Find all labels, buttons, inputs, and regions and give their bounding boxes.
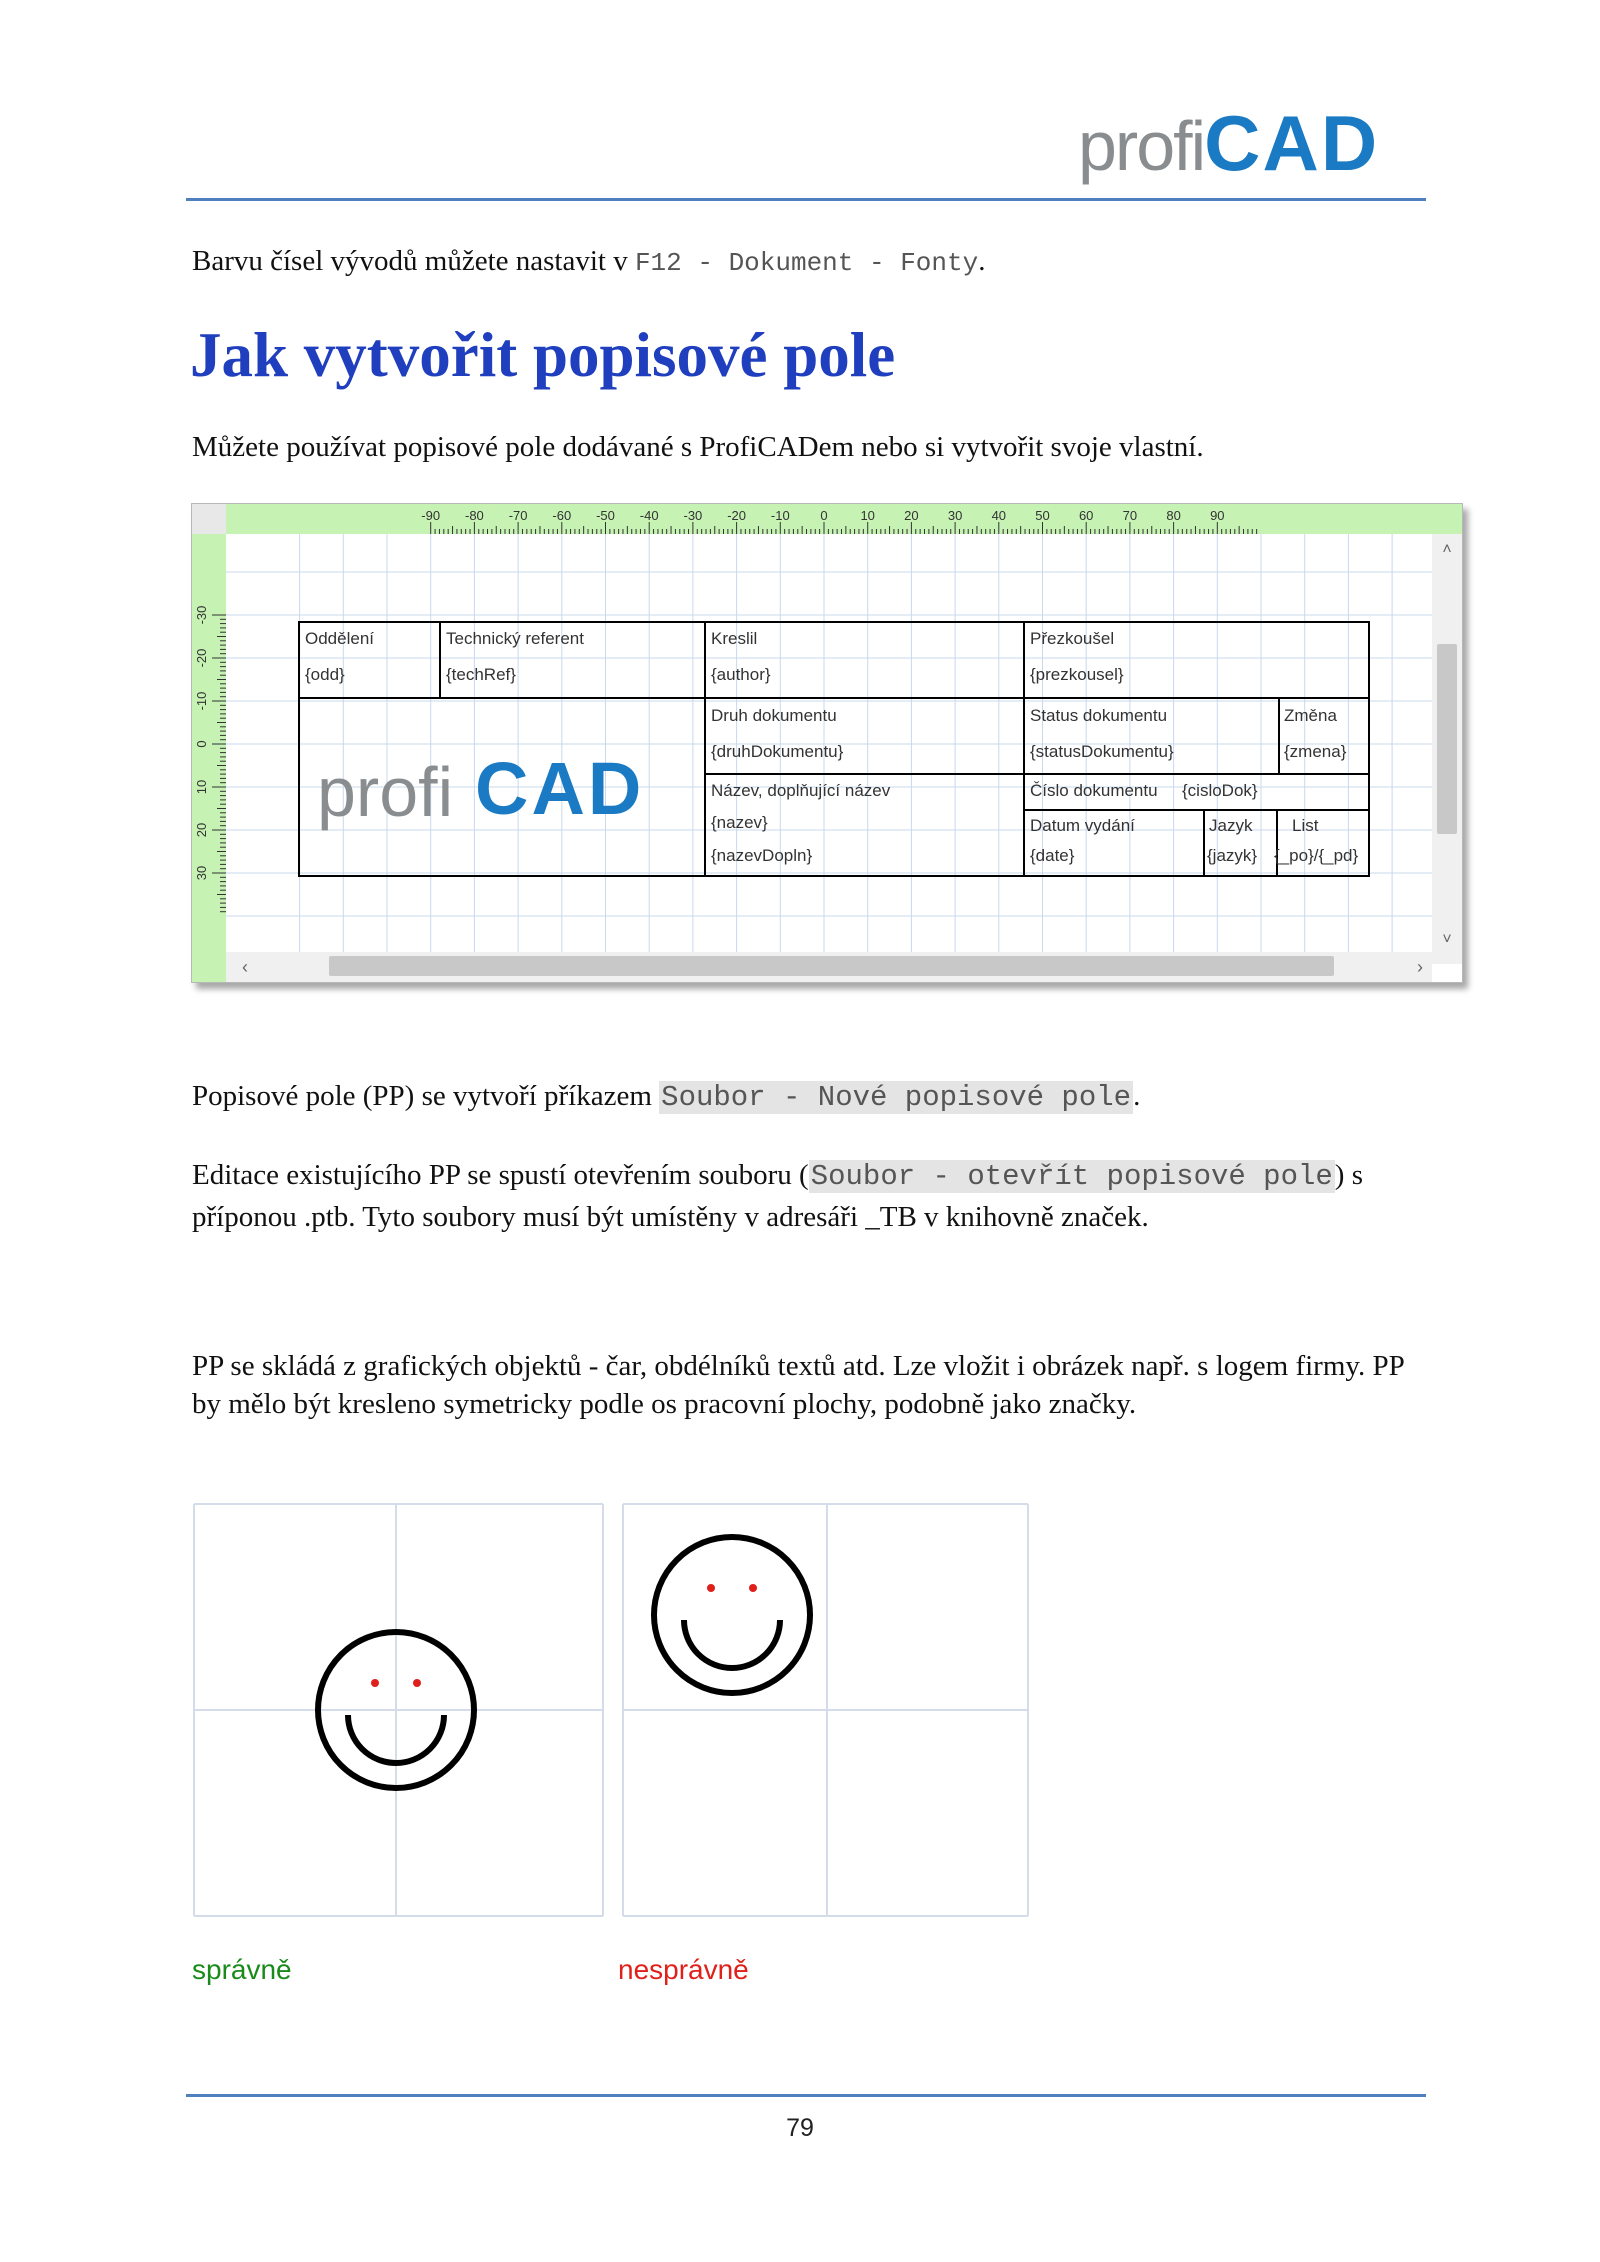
scroll-down-icon[interactable]: ˅: [1442, 931, 1452, 948]
cell-nazev-label: Název, doplňující název: [711, 781, 891, 800]
example-incorrect: [623, 1504, 1028, 1916]
ruler-left-label: 0: [194, 740, 209, 748]
edit-paragraph: Editace existujícího PP se spustí otevřením souboru (Soubor - otevřít popisové pole) s příponou .ptb. Tyto soubory musí být umístěny v adresáři _TB v knihovně značek.: [192, 1159, 1363, 1233]
editor-screenshot: [191, 503, 1463, 983]
vertical-scrollbar-thumb[interactable]: [1437, 644, 1457, 834]
footer-rule: [186, 2094, 1426, 2097]
section-title: Jak vytvořit popisové pole: [190, 320, 896, 390]
cell-oddeleni-value: {odd}: [305, 665, 345, 684]
cell-techref-label: Technický referent: [446, 629, 584, 648]
cell-druh-value: {druhDokumentu}: [711, 742, 844, 761]
cell-cislo-value: {cisloDok}: [1182, 781, 1258, 800]
ruler-top-label: 30: [947, 508, 963, 523]
lead-paragraph: Můžete používat popisové pole dodávané s ProfiCADem nebo si vytvořit svoje vlastní.: [192, 431, 1204, 463]
svg-text:CAD: CAD: [475, 747, 645, 830]
caption-correct: správně: [192, 1954, 292, 1985]
command-open-title-block: Soubor - otevřít popisové pole: [810, 1160, 1333, 1193]
horizontal-scrollbar-thumb[interactable]: [329, 956, 1334, 976]
create-paragraph: Popisové pole (PP) se vytvoří příkazem Soubor - Nové popisové pole.: [192, 1080, 1141, 1114]
cell-jazyk-label: Jazyk: [1209, 816, 1253, 835]
title-block-logo: [317, 747, 644, 831]
ruler-top-label: 0: [820, 508, 828, 523]
editor-canvas: [192, 504, 1462, 982]
ruler-top-label: -90: [421, 508, 441, 523]
cell-oddeleni-label: Oddělení: [305, 629, 374, 648]
cell-druh-label: Druh dokumentu: [711, 706, 837, 725]
ruler-top-label: 50: [1035, 508, 1050, 523]
ruler-top-label: 70: [1122, 508, 1138, 523]
cell-kreslil-value: {author}: [711, 665, 771, 684]
ruler-left-label: 30: [194, 865, 209, 881]
smiley-off-center: [654, 1537, 810, 1693]
symmetry-examples: [190, 1500, 1030, 1920]
menu-path: F12 - Dokument - Fonty: [634, 248, 979, 278]
cell-prezkousel-label: Přezkoušel: [1030, 629, 1115, 648]
ruler-left-label: -10: [194, 691, 209, 711]
ruler-top-label: 80: [1166, 508, 1181, 523]
cell-datum-value: {date}: [1030, 846, 1075, 865]
cell-status-label: Status dokumentu: [1030, 706, 1168, 725]
ruler-top-label: -30: [683, 508, 703, 523]
intro-paragraph: Barvu čísel vývodů můžete nastavit v F12 - Dokument - Fonty.: [192, 245, 986, 278]
caption-incorrect: nesprávně: [618, 1954, 749, 1985]
ruler-top-label: -70: [508, 508, 528, 523]
ruler-left-label: 20: [194, 822, 209, 838]
cell-kreslil-label: Kreslil: [711, 629, 758, 648]
compose-paragraph: PP se skládá z grafických objektů - čar, obdélníků textů atd. Lze vložit i obrázek např. s logem firmy. PP by mělo být kresleno symetricky podle os pracovní plochy, podobně jako značky.: [192, 1350, 1404, 1420]
ruler-top-label: -20: [727, 508, 746, 523]
cell-datum-label: Datum vydání: [1030, 816, 1135, 835]
ruler-top-label: 90: [1210, 508, 1225, 523]
cell-nazev-value: {nazev}: [711, 813, 768, 832]
cell-techref-value: {techRef}: [446, 665, 516, 684]
cell-nazev-doplnek: {nazevDopln}: [711, 846, 813, 865]
ruler-top-label: -40: [639, 508, 659, 523]
ruler-top-label: -60: [552, 508, 572, 523]
ruler-top-label: -50: [596, 508, 615, 523]
svg-text:profi: profi: [317, 753, 454, 831]
ruler-top-label: 40: [991, 508, 1007, 523]
ruler-top-label: -10: [770, 508, 790, 523]
example-correct: [194, 1504, 603, 1916]
ruler-top-label: 20: [904, 508, 919, 523]
scroll-right-icon[interactable]: ›: [1417, 957, 1423, 977]
cell-cislo-label: Číslo dokumentu: [1030, 781, 1158, 800]
header-rule: [186, 198, 1426, 201]
cell-zmena-label: Změna: [1284, 706, 1337, 725]
command-new-title-block: Soubor - Nové popisové pole: [661, 1081, 1132, 1114]
scroll-left-icon[interactable]: ‹: [242, 957, 248, 977]
cell-list-label: List: [1292, 816, 1319, 835]
scroll-up-icon[interactable]: ˄: [1442, 541, 1452, 558]
cell-zmena-value: {zmena}: [1284, 742, 1347, 761]
ruler-top-label: 10: [860, 508, 875, 523]
proficad-logo: profiCAD: [1078, 99, 1380, 187]
cell-status-value: {statusDokumentu}: [1030, 742, 1174, 761]
cell-prezkousel-value: {prezkousel}: [1030, 665, 1124, 684]
ruler-left-label: -20: [194, 648, 209, 668]
ruler-top-label: 60: [1078, 508, 1094, 523]
page-number: 79: [786, 2114, 814, 2142]
cell-jazyk-value: {jazyk}: [1207, 846, 1258, 865]
cell-list-value: {_po}/{_pd}: [1274, 846, 1359, 865]
ruler-left-label: 10: [194, 779, 209, 795]
ruler-top-label: -80: [465, 508, 484, 523]
ruler-left-label: -30: [194, 605, 209, 625]
